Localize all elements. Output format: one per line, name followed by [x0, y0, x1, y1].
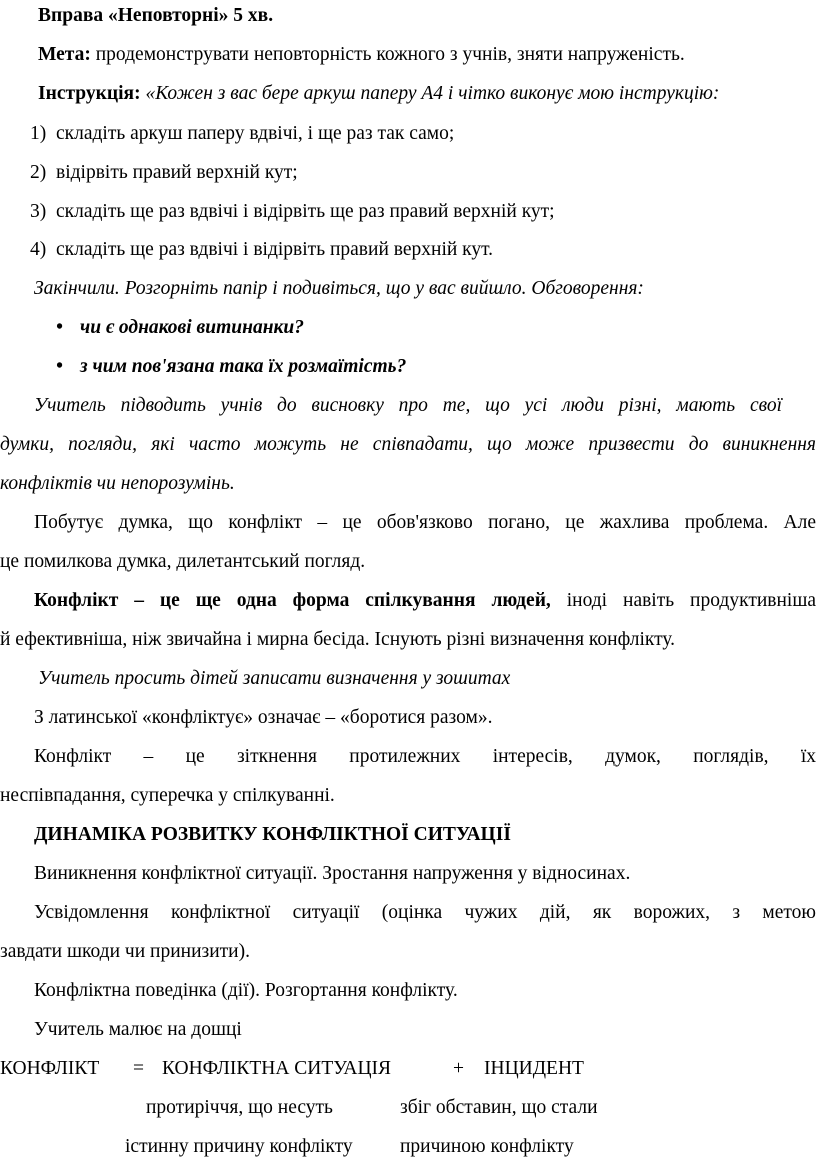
step-text: відірвіть правий верхній кут;: [56, 162, 298, 183]
bullet-icon: •: [56, 317, 63, 338]
dynamics-paragraph: Усвідомлення конфліктної ситуації (оцінка чужих дій, як ворожих, з метою: [34, 902, 816, 923]
list-item: [56, 355, 406, 378]
formula-equals: =: [133, 1058, 144, 1079]
definition-line: неспівпадання, суперечка у спілкуванні.: [0, 785, 335, 806]
instruction-paragraph: [38, 82, 719, 105]
question-text: чи є однакові витинанки?: [80, 317, 305, 338]
step-number: 3): [30, 201, 47, 222]
goal-text: продемонструвати неповторність кожного з учнів, зняти напруженість.: [90, 44, 685, 65]
dynamics-heading: ДИНАМІКА РОЗВИТКУ КОНФЛІКТНОЇ СИТУАЦІЇ: [34, 824, 511, 845]
latin-text: З латинської «конфліктує» означає – «боротися разом».: [34, 707, 493, 728]
conflict-form-line: [0, 589, 816, 612]
formula-note-situation: істинну причину конфлікту: [125, 1136, 353, 1157]
teacher-conclusion-line: думки, погляди, які часто можуть не співпадати, що може призвести до виникнення: [0, 434, 816, 455]
conflict-form-line: й ефективніша, ніж звичайна і мирна бесіда. Існують різні визначення конфлікту.: [0, 629, 676, 650]
goal-label: Мета:: [38, 44, 91, 65]
bullet-icon: •: [56, 356, 63, 377]
formula-note-incident: збіг обставин, що стали: [400, 1097, 598, 1118]
teacher-conclusion-line: Учитель підводить учнів до висновку про те, що усі люди різні, мають свої: [34, 395, 782, 416]
dynamics-paragraph: завдати шкоди чи принизити).: [0, 941, 250, 962]
step-number: 1): [30, 123, 47, 144]
list-item: [30, 122, 454, 145]
step-number: 4): [30, 239, 47, 260]
formula-term-situation: КОНФЛІКТНА СИТУАЦІЯ: [162, 1058, 392, 1079]
definition-line: Конфлікт – це зіткнення протилежних інтересів, думок, поглядів, їх: [34, 746, 816, 767]
conflict-form-bold: Конфлікт – це ще одна форма спілкування людей,: [34, 590, 551, 611]
opinion-line: Побутує думка, що конфлікт – це обов'язково погано, це жахлива проблема. Але: [34, 512, 816, 533]
step-number: 2): [30, 162, 47, 183]
opinion-line: це помилкова думка, дилетантський погляд.: [0, 551, 366, 572]
teacher-conclusion-line: конфліктів чи непорозумінь.: [0, 473, 235, 494]
dynamics-paragraph: Учитель малює на дошці: [34, 1019, 242, 1040]
instruction-label: Інструкція:: [38, 83, 141, 104]
formula-plus: +: [453, 1058, 464, 1079]
goal-paragraph: [38, 43, 685, 66]
question-text: з чим пов'язана така їх розмаїтість?: [80, 356, 407, 377]
list-item: [30, 161, 298, 184]
teacher-asks-text: Учитель просить дітей записати визначення у зошитах: [38, 668, 511, 689]
dynamics-paragraph: Виникнення конфліктної ситуації. Зростання напруження у відносинах.: [34, 863, 631, 884]
instruction-text: «Кожен з вас бере аркуш паперу А4 і чітко виконує мою інструкцію:: [140, 83, 720, 104]
formula-term-incident: ІНЦИДЕНТ: [484, 1058, 584, 1079]
list-item: [30, 200, 555, 223]
list-item: [30, 238, 493, 261]
step-text: складіть ще раз вдвічі і відірвіть ще раз правий верхній кут;: [56, 201, 555, 222]
formula-note-incident: причиною конфлікту: [400, 1136, 574, 1157]
formula-term-conflict: КОНФЛІКТ: [0, 1058, 100, 1079]
finish-text: Закінчили. Розгорніть папір і подивіться, що у вас вийшло. Обговорення:: [34, 278, 644, 299]
conflict-form-rest: іноді навіть продуктивніша: [550, 590, 816, 611]
dynamics-paragraph: Конфліктна поведінка (дії). Розгортання конфлікту.: [34, 980, 458, 1001]
formula-note-situation: протиріччя, що несуть: [146, 1097, 333, 1118]
step-text: складіть ще раз вдвічі і відірвіть правий верхній кут.: [56, 239, 494, 260]
exercise-title: Вправа «Неповторні» 5 хв.: [38, 5, 274, 26]
list-item: [56, 316, 304, 339]
step-text: складіть аркуш паперу вдвічі, і ще раз так само;: [56, 123, 455, 144]
